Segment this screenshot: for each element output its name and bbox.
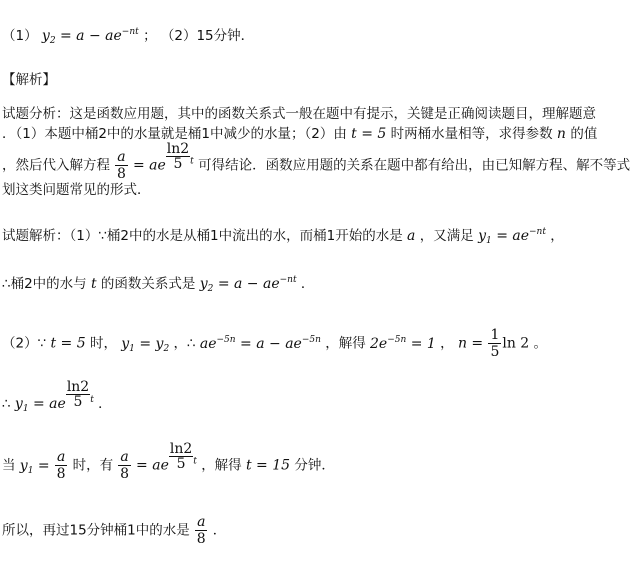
solution-text: ．	[212, 522, 227, 539]
solution-text: ，	[440, 335, 454, 352]
solution-text: ，解得	[325, 335, 366, 352]
solution-text: 时，有	[72, 457, 114, 474]
math-a: a	[407, 228, 420, 244]
fraction-a-over-8: $\frac{a}{8}$	[120, 449, 130, 482]
solution-text: 当	[2, 457, 16, 474]
math-y1-eq-y2: $y_1 = y_2$	[121, 335, 170, 354]
solution-text: 时，	[89, 335, 117, 352]
solution-line-6	[2, 515, 226, 546]
analysis-line-2	[2, 124, 597, 144]
section-title: 【解析】	[2, 72, 56, 88]
solution-text: ．	[98, 396, 112, 412]
math-y1-formula: $y_1 = ae^{-nt}$	[478, 227, 546, 246]
math-t: t	[90, 276, 97, 292]
math-y1: $y_1$ =	[19, 457, 50, 476]
solution-line-5: 当 $y_1$ = $\frac{a}{8}$ 时，有 $\frac{a}{8}$ = ae $\frac{\ln 2}{5}$ $^t$ ，解得 t = 15 分钟．	[2, 441, 335, 482]
math-t-eq-15: t = 15	[245, 457, 291, 474]
fraction-a-over-8: $\frac{a}{8}$	[56, 449, 66, 482]
answer-part1-label: （1）	[2, 28, 38, 44]
solution-text: ∴桶2中的水与	[2, 276, 87, 292]
solution-line-1	[2, 222, 564, 251]
answer-part2: （2）15分钟．	[160, 28, 255, 44]
analysis-text: ，然后代入解方程	[2, 157, 110, 174]
solution-text: （2）∵	[2, 335, 47, 352]
solution-text: ，∴	[173, 335, 196, 352]
solution-text: ∴	[2, 396, 11, 412]
analysis-line-1: 试题分析：这是函数应用题，其中的函数关系式一般在题中有提示，关键是正确阅读题目，理解题意	[2, 106, 596, 122]
solution-text: ，又满足	[419, 228, 474, 244]
exponent-ln2-over-5: $\frac{\ln 2}{5}$	[169, 441, 193, 472]
solution-text: 的函数关系式是	[100, 276, 196, 292]
fraction-1-over-5: $\frac{1}{5}$	[490, 327, 500, 360]
answer-separator: ；	[143, 28, 157, 44]
analysis-text: 的值	[570, 126, 598, 142]
solution-text: ，	[550, 228, 564, 244]
analysis-text: 可得结论．函数应用题的关系在题中都有给出，由已知解方程、解不等式	[198, 157, 630, 174]
solution-text: ．	[300, 276, 315, 292]
analysis-text: ．（1）本题中桶2中的水量就是桶1中减少的水量；（2）由	[2, 126, 347, 142]
math-y1-eq: $y_1$ = ae	[14, 396, 66, 414]
math-ln2: ln 2	[502, 335, 530, 352]
math-equation: $ae^{-5n} = a - ae^{-5n}$	[199, 334, 321, 352]
analysis-line-4: 划这类问题常见的形式．	[2, 182, 151, 198]
solution-line-3	[2, 328, 547, 359]
fraction-a-over-8: $\frac{a}{8}$	[196, 514, 206, 547]
exponent-ln2-over-5: $\frac{\ln 2}{5}$	[66, 379, 90, 410]
solution-line-4: ∴ $y_1$ = ae $\frac{\ln 2}{5}$ $^t$ ．	[2, 379, 112, 414]
solution-text: 所以，再过15分钟桶1中的水是	[2, 522, 190, 539]
exponent-ln2-over-5: $\frac{\ln 2}{5}$	[166, 141, 190, 172]
solution-text: 。	[533, 335, 548, 352]
math-2e: $2e^{-5n} = 1$	[370, 334, 436, 352]
fraction-a-over-8: $\frac{a}{8}$	[117, 149, 126, 182]
math-eq: = ae	[132, 157, 166, 174]
math-eq: = ae	[136, 457, 169, 474]
math-n: n	[556, 126, 571, 142]
answer-part1-formula: $y_2 = a - ae^{-nt}$	[41, 27, 139, 46]
answer-line	[2, 22, 254, 51]
analysis-line-3: ，然后代入解方程 $\frac{a}{8}$ = ae $\frac{\ln 2}{5}$ $^t$ 可得结论．函数应用题的关系在题中都有给出，由已知解方程、解不等式	[2, 141, 630, 182]
math-t-eq-5: t = 5	[50, 335, 86, 352]
math-n-value: n =	[457, 335, 484, 352]
analysis-text: 时两桶水量相等，求得参数	[390, 126, 553, 142]
math-t-eq-5: t = 5	[351, 126, 387, 142]
math-y2-formula: $y_2 = a - ae^{-nt}$	[199, 275, 297, 294]
solution-text: 分钟．	[294, 457, 335, 474]
solution-text: 试题解析：（1）∵桶2中的水是从桶1中流出的水，而桶1开始的水是	[2, 228, 403, 244]
solution-line-2	[2, 270, 314, 299]
solution-text: ，解得	[201, 457, 242, 474]
